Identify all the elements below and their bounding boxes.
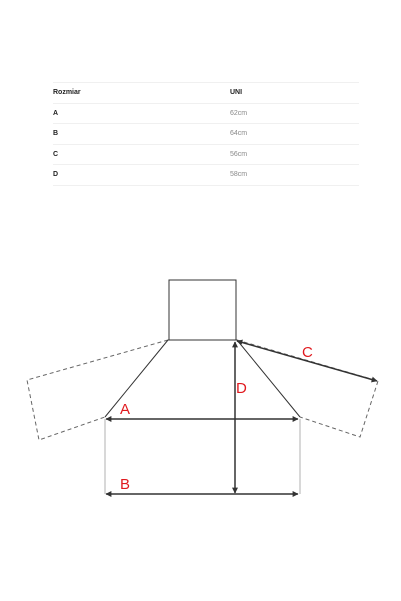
measure-value: 58cm (230, 165, 359, 186)
measure-value: 62cm (230, 103, 359, 124)
body-guide-lines (105, 419, 300, 494)
measure-label: A (53, 103, 230, 124)
measure-label: D (53, 165, 230, 186)
measure-value: 56cm (230, 144, 359, 165)
size-column-header: Rozmiar (53, 83, 230, 104)
measure-b-label: B (120, 476, 131, 493)
measure-c-label: C (302, 344, 313, 361)
body-top-outline (105, 340, 300, 417)
left-sleeve-outline (27, 340, 168, 440)
collar-outline (169, 280, 236, 340)
measure-a-label: A (120, 401, 131, 418)
measure-d-label: D (236, 380, 247, 397)
measure-label: C (53, 144, 230, 165)
uni-column-header: UNI (230, 83, 359, 104)
measure-value: 64cm (230, 124, 359, 145)
measure-label: B (53, 124, 230, 145)
